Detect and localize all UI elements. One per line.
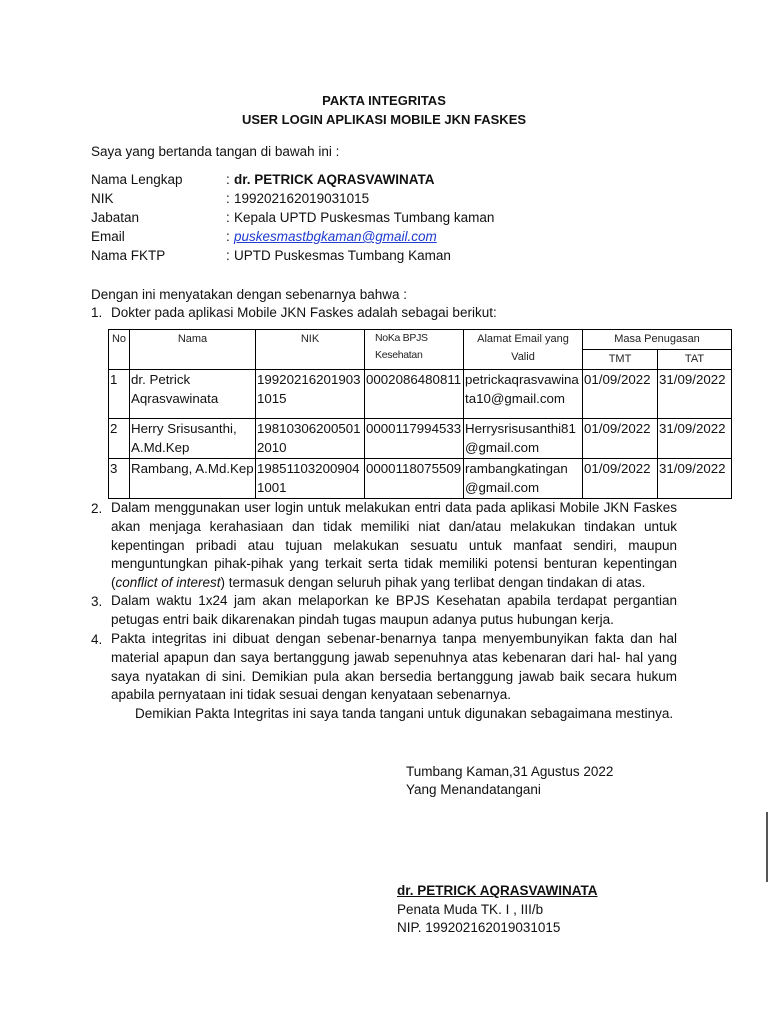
cell-email: rambangkatingan@gmail.com	[464, 459, 583, 499]
label-nama-fktp: Nama FKTP	[91, 248, 166, 263]
cell-noka: 0000118075509	[365, 459, 464, 499]
signer-nip: NIP. 199202162019031015	[397, 920, 561, 935]
colon: :	[226, 210, 230, 225]
cell-tmt: 01/09/2022	[583, 370, 658, 419]
table-header-row	[109, 330, 732, 350]
cell-noka: 0000117994533	[365, 419, 464, 459]
signer-name: dr. PETRICK AQRASVAWINATA	[397, 883, 598, 898]
header-tmt: TMT	[583, 350, 658, 370]
label-jabatan: Jabatan	[91, 210, 140, 225]
header-noka: NoKa BPJS Kesehatan	[365, 330, 464, 370]
header-no: No	[109, 330, 130, 370]
cell-email: Herrysrisusanthi81@gmail.com	[464, 419, 583, 459]
header-nama: Nama	[130, 330, 256, 370]
intro-text: Saya yang bertanda tangan di bawah ini :	[91, 144, 340, 159]
signer-rank: Penata Muda TK. I , III/b	[397, 902, 544, 917]
closing-text: Demikian Pakta Integritas ini saya tanda tangani untuk digunakan sebagaimana mestinya.	[135, 706, 674, 721]
cell-noka: 0002086480811	[365, 370, 464, 419]
header-tat: TAT	[658, 350, 732, 370]
place-date: Tumbang Kaman,31 Agustus 2022	[406, 764, 614, 779]
cell-nama: Rambang, A.Md.Kep	[130, 459, 256, 499]
table-row	[109, 459, 732, 499]
signer-label: Yang Menandatangani	[406, 782, 541, 797]
cell-nik: 199202162019031015	[256, 370, 365, 419]
cell-nik: 198511032009041001	[256, 459, 365, 499]
item-4-text: Pakta integritas ini dibuat dengan sebenar-benarnya tanpa menyembunyikan fakta dan hal material apapun dan saya bertanggung jawab sepenuhnya atas kebenaran dari hal- hal yang saya nyatakan di sini. Demikian pula akan bersedia bertanggung jawab baik secara hukum apabila pernyataan ini tidak sesuai dengan kenyataan sebenarnya.	[111, 631, 677, 703]
table-row	[109, 370, 732, 419]
cell-tmt: 01/09/2022	[583, 419, 658, 459]
item-3-text: Dalam waktu 1x24 jam akan melaporkan ke BPJS Kesehatan apabila terdapat pergantian petugas entri baik dikarenakan pindah tugas maupun adanya putus hubungan kerja.	[111, 593, 677, 627]
list-number: 2.	[91, 501, 103, 516]
label-nik: NIK	[91, 191, 114, 206]
doctor-table	[108, 329, 732, 499]
cell-no: 1	[109, 370, 130, 419]
list-number: 4.	[91, 632, 103, 647]
colon: :	[226, 172, 230, 187]
list-number: 3.	[91, 594, 103, 609]
document-subtitle: USER LOGIN APLIKASI MOBILE JKN FASKES	[241, 112, 527, 127]
email-link[interactable]: puskesmastbgkaman@gmail.com	[234, 229, 437, 244]
cell-tat: 31/09/2022	[658, 419, 732, 459]
label-nama-lengkap: Nama Lengkap	[91, 172, 183, 187]
value-nik: 199202162019031015	[234, 191, 370, 206]
header-email: Alamat Email yang Valid	[464, 330, 583, 370]
label-email: Email	[91, 229, 125, 244]
colon: :	[226, 248, 230, 263]
table-row	[109, 419, 732, 459]
cell-tmt: 01/09/2022	[583, 459, 658, 499]
statement-text: Dengan ini menyatakan dengan sebenarnya bahwa :	[91, 287, 407, 302]
item-2-text: Dalam menggunakan user login untuk melakukan entri data pada aplikasi Mobile JKN Faskes akan menjaga kerahasiaan dan tidak memiliki niat dan/atau melakukan tindakan untuk kepentingan pribadi atau tujuan melakukan sesuatu untuk manfaat sendiri, maupun menguntungkan pihak-pihak yang terkait serta tidak memiliki potensi benturan kepentingan (conflict of interest) termasuk dengan seluruh pihak yang terlibat dengan tindakan di atas.	[111, 500, 677, 591]
cell-email: petrickaqrasvawinata10@gmail.com	[464, 370, 583, 419]
value-jabatan: Kepala UPTD Puskesmas Tumbang kaman	[234, 210, 495, 225]
list-number: 1.	[91, 305, 103, 320]
cell-tat: 31/09/2022	[658, 459, 732, 499]
cell-nama: dr. Petrick Aqrasvawinata	[130, 370, 256, 419]
colon: :	[226, 229, 230, 244]
colon: :	[226, 191, 230, 206]
cell-no: 2	[109, 419, 130, 459]
cell-tat: 31/09/2022	[658, 370, 732, 419]
document-title: PAKTA INTEGRITAS	[322, 93, 446, 108]
header-masa: Masa Penugasan	[583, 330, 732, 350]
cell-nik: 198103062005012010	[256, 419, 365, 459]
header-nik: NIK	[256, 330, 365, 370]
value-nama-fktp: UPTD Puskesmas Tumbang Kaman	[234, 248, 451, 263]
cell-nama: Herry Srisusanthi, A.Md.Kep	[130, 419, 256, 459]
value-nama-lengkap: dr. PETRICK AQRASVAWINATA	[234, 172, 435, 187]
item-1-text: Dokter pada aplikasi Mobile JKN Faskes adalah sebagai berikut:	[111, 305, 497, 320]
cell-no: 3	[109, 459, 130, 499]
